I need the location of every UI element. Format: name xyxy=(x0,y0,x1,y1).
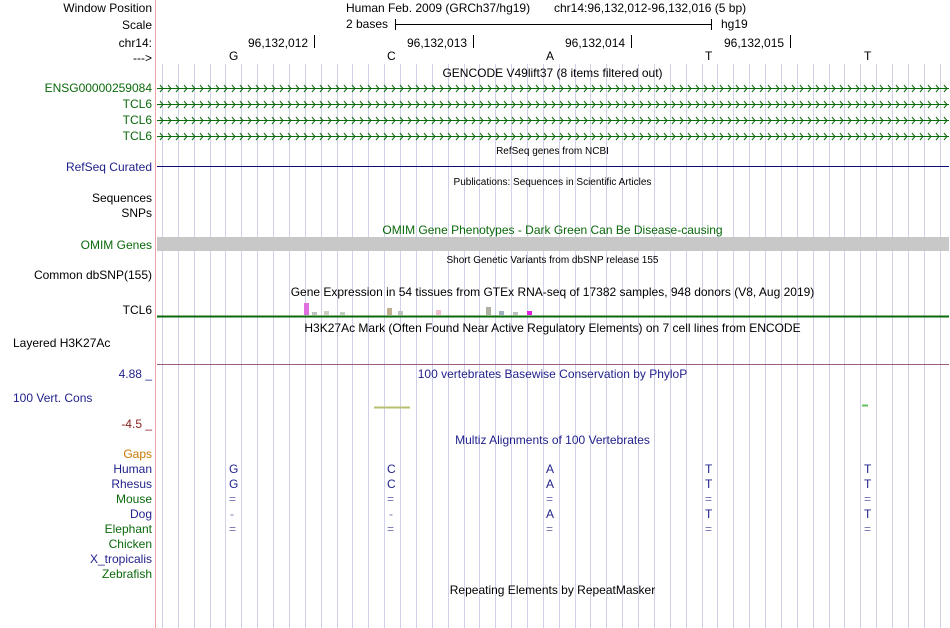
tick-label: 96,132,015 xyxy=(724,36,785,50)
sequences-label[interactable]: Sequences xyxy=(91,191,152,205)
strand-label: ---> xyxy=(133,51,152,65)
species-label[interactable]: Dog xyxy=(129,507,152,521)
align-base: - xyxy=(389,507,393,521)
species-label[interactable]: Elephant xyxy=(104,522,152,536)
chrom-label: chr14: xyxy=(118,36,152,50)
refseq-track-title[interactable]: RefSeq genes from NCBI xyxy=(496,146,609,157)
gaps-label[interactable]: Gaps xyxy=(123,447,152,461)
align-base: = xyxy=(387,492,395,506)
refseq-label[interactable]: RefSeq Curated xyxy=(65,160,152,174)
species-label[interactable]: Human xyxy=(113,462,152,476)
gene-label-tcl6[interactable]: TCL6 xyxy=(122,97,152,111)
align-base: T xyxy=(705,462,713,476)
assembly-name: Human Feb. 2009 (GRCh37/hg19) xyxy=(346,1,531,15)
align-base: = xyxy=(546,492,554,506)
species-label[interactable]: Chicken xyxy=(108,537,152,551)
align-base: G xyxy=(229,477,239,491)
scale-bases: 2 bases xyxy=(346,17,389,31)
scale-db: hg19 xyxy=(721,17,748,31)
omim-bar xyxy=(157,237,949,251)
position-readout: chr14:96,132,012-96,132,016 (5 bp) xyxy=(554,1,747,15)
gencode-track-title[interactable]: GENCODE V49lift37 (8 items filtered out) xyxy=(442,66,663,80)
species-label[interactable]: X_tropicalis xyxy=(89,552,152,566)
rmsk-track-title[interactable]: Repeating Elements by RepeatMasker xyxy=(449,583,656,597)
gtex-bar xyxy=(387,308,392,315)
cons-min-label: -4.5 _ xyxy=(121,417,152,431)
base-letter: G xyxy=(229,49,239,63)
gtex-gene-label[interactable]: TCL6 xyxy=(122,303,152,317)
omim-track-title[interactable]: OMIM Gene Phenotypes - Dark Green Can Be Disease-causing xyxy=(382,223,723,237)
tick-label: 96,132,013 xyxy=(407,36,468,50)
align-base: = xyxy=(229,522,237,536)
align-base: = xyxy=(387,522,395,536)
base-letter: T xyxy=(864,49,872,63)
align-base: T xyxy=(864,477,872,491)
gene-label-tcl6[interactable]: TCL6 xyxy=(122,129,152,143)
multiz-track-title[interactable]: Multiz Alignments of 100 Vertebrates xyxy=(455,433,650,447)
window-position-label: Window Position xyxy=(63,1,152,15)
base-letter: T xyxy=(705,49,713,63)
gtex-track-title[interactable]: Gene Expression in 54 tissues from GTEx RNA-seq of 17382 samples, 948 donors (V8, Aug 2019) xyxy=(290,285,815,299)
align-base: C xyxy=(387,462,396,476)
phylop-track-title[interactable]: 100 vertebrates Basewise Conservation by PhyloP xyxy=(417,367,688,381)
dbsnp-track-title[interactable]: Short Genetic Variants from dbSNP release 155 xyxy=(446,255,659,266)
gene-label-ensg[interactable]: ENSG00000259084 xyxy=(44,81,152,95)
h3k27ac-track-title[interactable]: H3K27Ac Mark (Often Found Near Active Regulatory Elements) on 7 cell lines from ENCODE xyxy=(304,321,801,335)
gtex-bar xyxy=(312,312,317,315)
gtex-bar xyxy=(499,311,504,315)
dbsnp-label[interactable]: Common dbSNP(155) xyxy=(33,268,152,282)
species-label[interactable]: Rhesus xyxy=(111,477,152,491)
tick-label: 96,132,012 xyxy=(248,36,309,50)
h3k27ac-label[interactable]: Layered H3K27Ac xyxy=(13,336,111,350)
align-base: T xyxy=(864,462,872,476)
align-base: = xyxy=(705,522,713,536)
tick-label: 96,132,014 xyxy=(565,36,626,50)
align-base: T xyxy=(705,477,713,491)
gene-label-tcl6[interactable]: TCL6 xyxy=(122,113,152,127)
align-base: T xyxy=(864,507,872,521)
gtex-bar xyxy=(398,311,403,315)
gtex-bar xyxy=(340,312,345,315)
snps-label[interactable]: SNPs xyxy=(121,206,152,220)
omim-label[interactable]: OMIM Genes xyxy=(80,238,152,252)
pubs-track-title[interactable]: Publications: Sequences in Scientific Articles xyxy=(453,177,652,188)
scale-label: Scale xyxy=(121,18,152,32)
gtex-bar xyxy=(304,303,309,315)
align-base: = xyxy=(864,522,872,536)
align-base: = xyxy=(546,522,554,536)
gtex-bar xyxy=(436,310,441,315)
align-base: C xyxy=(387,477,396,491)
align-base: A xyxy=(546,462,555,476)
base-letter: A xyxy=(546,49,555,63)
gtex-bar xyxy=(513,312,518,315)
align-base: = xyxy=(705,492,713,506)
align-base: - xyxy=(230,507,234,521)
align-base: T xyxy=(705,507,713,521)
species-label[interactable]: Zebrafish xyxy=(101,567,152,581)
align-base: = xyxy=(229,492,237,506)
gtex-bar xyxy=(324,311,329,315)
base-letter: C xyxy=(387,49,396,63)
species-label[interactable]: Mouse xyxy=(115,492,152,506)
align-base: G xyxy=(229,462,239,476)
align-base: = xyxy=(864,492,872,506)
cons-name-label[interactable]: 100 Vert. Cons xyxy=(13,391,93,405)
gtex-bar xyxy=(527,311,532,315)
gtex-bar xyxy=(486,307,491,315)
align-base: A xyxy=(546,477,555,491)
cons-max-label: 4.88 _ xyxy=(118,367,152,381)
align-base: A xyxy=(546,507,555,521)
